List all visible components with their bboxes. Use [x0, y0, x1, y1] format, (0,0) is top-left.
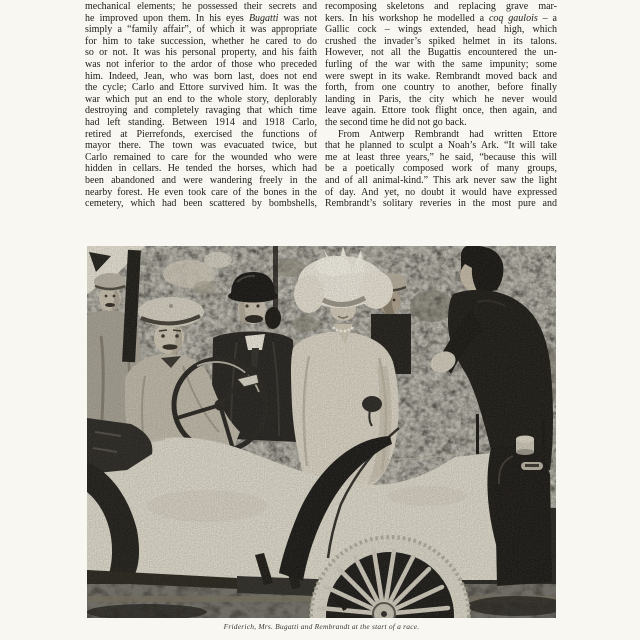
text-line: war which put an end to the whole story, deplorably — [85, 93, 317, 105]
text-line: were swept in its wake. Rembrandt moved back and — [325, 70, 557, 82]
text-line: However, not all the Bugattis encountered the un- — [325, 47, 557, 59]
text-line: nearby forest. He even took care of the bones in the — [85, 186, 317, 198]
text-line: for him to take succession, whether he cared to do — [85, 35, 317, 47]
text-line: mayor there. The town was evacuated twice, but — [85, 140, 317, 152]
text-line: the cycle; Carlo and Ettore survived him. It was the — [85, 82, 317, 94]
text-line: recomposing skeletons and replacing grave mar- — [325, 1, 557, 12]
photo-bugatti-race-start — [87, 246, 556, 618]
text-column-right — [325, 1, 557, 210]
text-line: been abandoned and were wandering freely in the — [85, 174, 317, 186]
figure-caption: Friderich, Mrs. Bugatti and Rembrandt at the start of a race. — [223, 622, 420, 631]
text-line: Gallic cock – wings extended, head high, which — [325, 24, 557, 36]
text-line: kers. In his workshop he modelled a coq gaulois – a — [325, 12, 557, 24]
text-line: him. Indeed, Jean, who was born last, does not end — [85, 70, 317, 82]
text-line: From Antwerp Rembrandt had written Ettore — [338, 128, 557, 140]
text-line: Carlo remained to care for the wounded who were — [85, 151, 317, 163]
text-line: Rembrandt’s solitary reveries in the most pure and — [325, 198, 557, 210]
text-line: cemetery, which had been scattered by bombshells, — [85, 198, 317, 210]
text-line: was not inferior to the ardor of those who preceded — [85, 58, 317, 70]
text-line: leave again. Ettore took flight once, then again, and — [325, 105, 557, 117]
text-line: had left standing. Between 1914 and 1918 Carlo, — [85, 116, 317, 128]
text-line: landing in Paris, the city which he never would — [325, 93, 557, 105]
photo-grain — [87, 246, 556, 618]
text-line: mechanical elements; he possessed their secrets and — [85, 1, 317, 12]
text-line: hidden in cellars. He tended the horses, which had — [85, 163, 317, 175]
text-column-left — [85, 1, 317, 210]
photograph — [87, 246, 556, 618]
text-line: and of all animal-kind.” This ark never saw the light — [325, 174, 557, 186]
text-line: forth, from one country to another, before finally — [325, 82, 557, 94]
text-line: be a poetically composed work of many groups, — [325, 163, 557, 175]
text-line: simply a “family affair”, of which it was appropriate — [85, 24, 317, 36]
text-line: that he planned to sculpt a Noah’s Ark. “It will take — [325, 140, 557, 152]
text-line: destroying and completely ravaging that which time — [85, 105, 317, 117]
text-line: he improved upon them. In his eyes Bugatti was not — [85, 12, 317, 24]
article-text — [85, 1, 557, 210]
text-line: so or not. It was his personal property, and his faith — [85, 47, 317, 59]
text-line: crushed the invader’s spiked helmet in its talons. — [325, 35, 557, 47]
text-line: retired at Pierrefonds, exercised the functions of — [85, 128, 317, 140]
text-line: of day. And yet, no doubt it would have expressed — [325, 186, 557, 198]
text-line: furling of the war with the same impunity; some — [325, 58, 557, 70]
text-line: me at least three years,” he said, “because this will — [325, 151, 557, 163]
text-line: the second time he did not go back. — [325, 116, 467, 128]
